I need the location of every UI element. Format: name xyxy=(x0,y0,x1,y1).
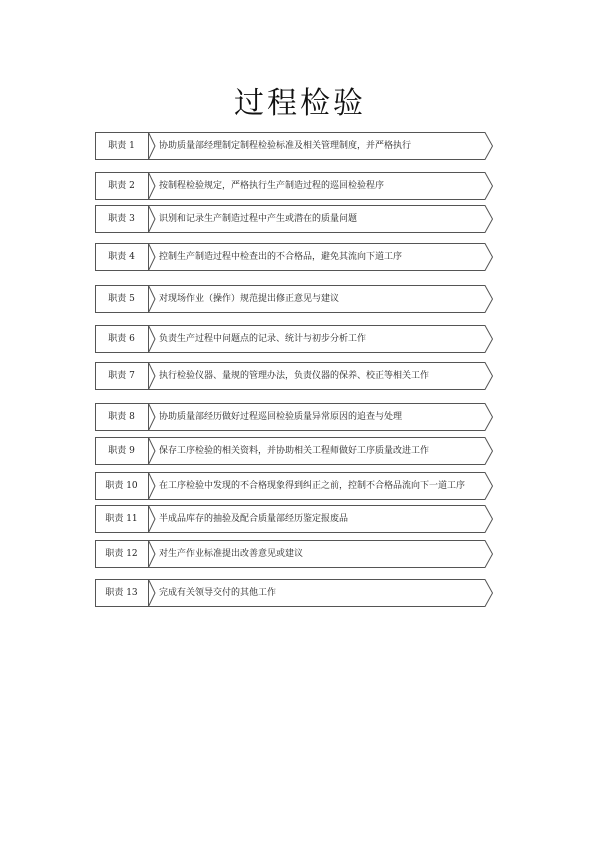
duty-text: 按制程检验规定，严格执行生产制造过程的巡回检验程序 xyxy=(159,181,385,191)
duty-label: 职责 4 xyxy=(108,252,135,262)
duty-label: 职责 13 xyxy=(105,588,138,598)
duty-text: 完成有关领导交付的其他工作 xyxy=(159,588,277,598)
duty-row xyxy=(95,285,493,313)
duty-row xyxy=(95,579,493,607)
page-title: 过程检验 xyxy=(234,86,366,121)
duty-row xyxy=(95,132,493,160)
duty-row xyxy=(95,325,493,353)
duty-label: 职责 9 xyxy=(108,446,135,456)
duty-label: 职责 1 xyxy=(108,141,135,151)
duty-row xyxy=(95,362,493,390)
duty-text: 保存工序检验的相关资料，并协助相关工程师做好工序质量改进工作 xyxy=(159,446,430,456)
duty-label: 职责 2 xyxy=(108,181,135,191)
duty-text: 识别和记录生产制造过程中产生或潜在的质量问题 xyxy=(159,214,358,224)
duty-label: 职责 12 xyxy=(105,549,138,559)
duty-text: 半成品库存的抽验及配合质量部经历鉴定报废品 xyxy=(159,514,349,524)
duty-text: 控制生产制造过程中检查出的不合格品，避免其流向下道工序 xyxy=(159,252,403,262)
duty-row xyxy=(95,472,493,500)
duty-label: 职责 7 xyxy=(108,371,135,381)
duty-text: 对现场作业（操作）规范提出修正意见与建议 xyxy=(159,294,340,304)
duty-row xyxy=(95,172,493,200)
duty-text: 协助质量部经历做好过程巡回检验质量异常原因的追查与处理 xyxy=(159,412,403,422)
duty-text: 对生产作业标准提出改善意见或建议 xyxy=(159,549,304,559)
duty-label: 职责 11 xyxy=(105,514,138,524)
duty-label: 职责 8 xyxy=(108,412,135,422)
duty-row xyxy=(95,540,493,568)
duty-label: 职责 6 xyxy=(108,334,135,344)
duty-text: 协助质量部经理制定制程检验标准及相关管理制度，并严格执行 xyxy=(159,141,412,151)
duty-row xyxy=(95,403,493,431)
duty-text: 负责生产过程中问题点的记录、统计与初步分析工作 xyxy=(159,334,367,344)
duty-row xyxy=(95,205,493,233)
duty-row xyxy=(95,505,493,533)
duty-label: 职责 5 xyxy=(108,294,135,304)
duty-text: 执行检验仪器、量规的管理办法，负责仪器的保养、校正等相关工作 xyxy=(159,371,430,381)
duty-row xyxy=(95,243,493,271)
duty-row xyxy=(95,437,493,465)
duty-label: 职责 3 xyxy=(108,214,135,224)
duty-label: 职责 10 xyxy=(105,481,138,491)
duty-text: 在工序检验中发现的不合格现象得到纠正之前，控制不合格品流向下一道工序 xyxy=(159,481,466,491)
